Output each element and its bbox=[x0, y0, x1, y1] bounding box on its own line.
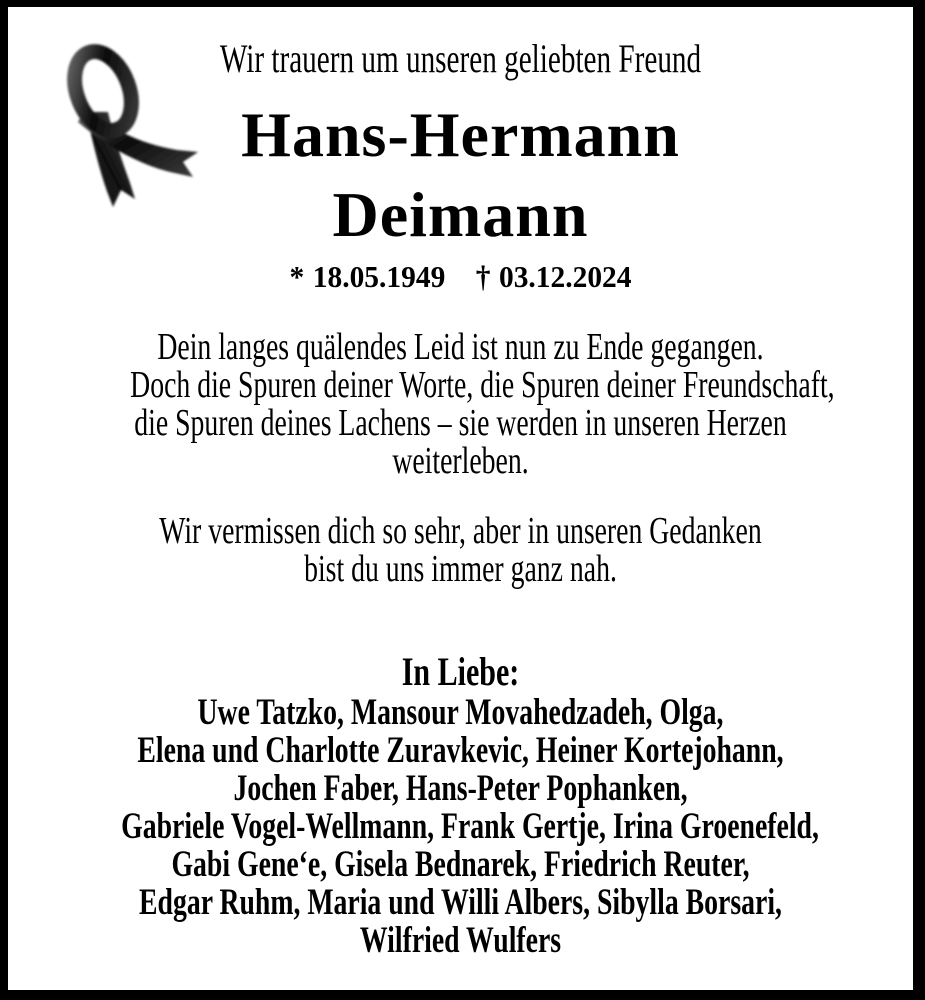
mourner-line: Gabriele Vogel-Wellmann, Frank Gertje, Irina Groenefeld, bbox=[121, 806, 819, 847]
birth-date-group bbox=[290, 259, 446, 295]
birth-date: 18.05.1949 bbox=[312, 259, 446, 294]
eulogy-line: Doch die Spuren deiner Worte, die Spuren deiner Freundschaft, bbox=[130, 364, 835, 406]
deceased-name-line-1: Hans-Hermann bbox=[241, 99, 680, 170]
birth-star-symbol: * bbox=[289, 259, 305, 294]
eulogy-line: die Spuren deines Lachens – sie werden in unseren Herzen bbox=[134, 402, 787, 444]
intro-line: Wir trauern um unseren geliebten Freund bbox=[219, 36, 702, 81]
deceased-name-line-2: Deimann bbox=[332, 179, 589, 250]
remembrance-paragraph bbox=[130, 512, 791, 588]
death-date: 03.12.2024 bbox=[498, 259, 632, 294]
closing-salutation: In Liebe: bbox=[401, 649, 520, 694]
remembrance-line: Wir vermissen dich so sehr, aber in unseren Gedanken bbox=[159, 510, 762, 552]
mourner-line: Edgar Ruhm, Maria und Willi Albers, Sibylla Borsari, bbox=[138, 882, 782, 923]
mourner-line: Gabi Gene‘e, Gisela Bednarek, Friedrich Reuter, bbox=[171, 844, 750, 885]
eulogy-line: weiterleben. bbox=[392, 440, 529, 482]
mourners-list bbox=[121, 692, 819, 961]
eulogy-paragraph bbox=[130, 326, 835, 482]
mourner-line: Elena und Charlotte Zuravkevic, Heiner Kortejohann, bbox=[137, 730, 784, 771]
eulogy-line: Dein langes quälendes Leid ist nun zu Ende gegangen. bbox=[157, 326, 764, 368]
life-dates bbox=[31, 259, 891, 295]
remembrance-line: bist du uns immer ganz nah. bbox=[304, 548, 617, 590]
mourner-line: Uwe Tatzko, Mansour Movahedzadeh, Olga, bbox=[197, 692, 724, 733]
memorial-card bbox=[8, 7, 913, 990]
deceased-name bbox=[8, 95, 913, 255]
death-cross-symbol: † bbox=[475, 259, 491, 294]
mourner-line: Wilfried Wulfers bbox=[359, 920, 562, 961]
mourner-line: Jochen Faber, Hans-Peter Pophanken, bbox=[233, 768, 688, 809]
death-date-group bbox=[476, 259, 632, 295]
